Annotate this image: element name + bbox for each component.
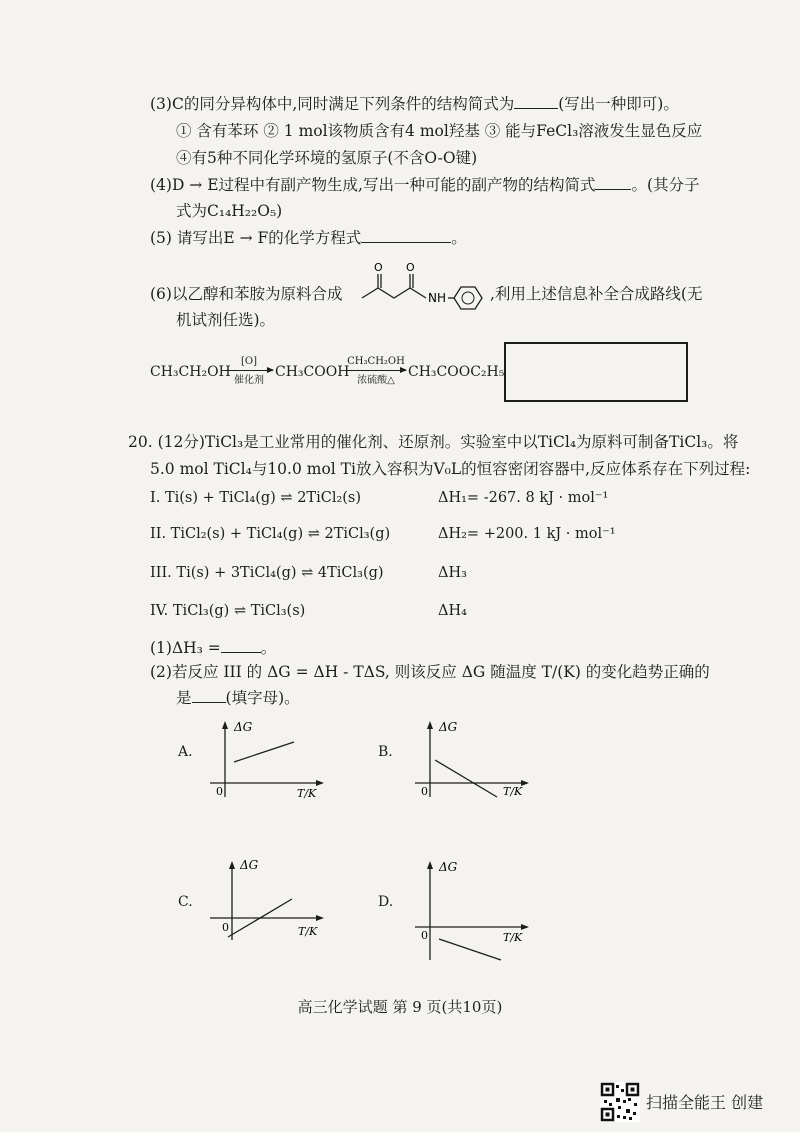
oxygen-label-1: O bbox=[374, 261, 383, 274]
origin-label: 0 bbox=[421, 929, 428, 942]
q20-part1-line bbox=[150, 638, 276, 658]
q20-part2-line2 bbox=[176, 688, 300, 708]
route-arrow-2 bbox=[346, 356, 406, 386]
q20-part1-tail: 。 bbox=[260, 639, 277, 657]
y-axis-arrowhead bbox=[427, 861, 433, 869]
q19-part5-text: (5) 请写出E → F的化学方程式 bbox=[150, 229, 362, 247]
x-axis-arrowhead bbox=[521, 924, 529, 930]
x-axis-arrowhead bbox=[316, 915, 324, 921]
route-ethyl-acetate: CH₃COOC₂H₅ bbox=[408, 364, 505, 380]
q20-stem-line2: 5.0 mol TiCl₄与10.0 mol Ti放入容积为V₀L的恒容密闭容器中,反应体系存在下列过程: bbox=[150, 460, 751, 478]
origin-label: 0 bbox=[222, 921, 229, 934]
x-axis-label: T/K bbox=[298, 925, 318, 938]
option-d-graph bbox=[405, 855, 535, 970]
route-arrow-2-reagent: CH₃CH₂OH bbox=[347, 356, 405, 367]
origin-label: 0 bbox=[421, 785, 428, 798]
arrow-line bbox=[346, 370, 406, 371]
y-axis-label: ΔG bbox=[439, 860, 458, 874]
reaction-1: I. Ti(s) + TiCl₄(g) ⇌ 2TiCl₂(s) bbox=[150, 490, 362, 506]
x-axis-label: T/K bbox=[297, 787, 317, 800]
q20-part1-text: (1)ΔH₃ = bbox=[150, 639, 221, 657]
y-axis-label: ΔG bbox=[234, 720, 253, 734]
q20-part2-prefix: 是 bbox=[176, 689, 192, 707]
reaction-3: III. Ti(s) + 3TiCl₄(g) ⇌ 4TiCl₃(g) bbox=[150, 565, 384, 581]
nh-label: NH bbox=[428, 291, 446, 305]
qr-code-icon bbox=[600, 1082, 640, 1122]
x-axis-label: T/K bbox=[503, 931, 523, 944]
q19-part3-conditions: ① 含有苯环 ② 1 mol该物质含有4 mol羟基 ③ 能与FeCl₃溶液发生显色反应 bbox=[176, 122, 703, 140]
route-arrow-2-condition: 浓硫酸△ bbox=[357, 375, 395, 386]
option-d-label[interactable]: D. bbox=[378, 894, 394, 910]
route-arrow-1-reagent: [O] bbox=[240, 356, 257, 367]
reaction-4: IV. TiCl₃(g) ⇌ TiCl₃(s) bbox=[150, 603, 306, 619]
q19-part4-line2: 式为C₁₄H₂₂O₅) bbox=[176, 202, 283, 220]
arrow-line bbox=[225, 370, 273, 371]
reaction-2-enthalpy: ΔH₂= +200. 1 kJ · mol⁻¹ bbox=[438, 526, 616, 542]
origin-label: 0 bbox=[216, 785, 223, 798]
route-arrow-1 bbox=[225, 356, 273, 386]
x-axis-arrowhead bbox=[316, 780, 324, 786]
q20-part2-line1: (2)若反应 III 的 ΔG = ΔH - TΔS, 则该反应 ΔG 随温度 T/(K) 的变化趋势正确的 bbox=[150, 663, 710, 681]
option-b-label[interactable]: B. bbox=[378, 744, 393, 760]
q19-part4-tail: 。(其分子 bbox=[631, 176, 700, 194]
q19-part4-line1 bbox=[150, 175, 700, 195]
route-answer-box[interactable] bbox=[504, 342, 688, 402]
q19-part3-intro: (3)C的同分异构体中,同时满足下列条件的结构简式为 bbox=[150, 95, 515, 113]
route-ethanol: CH₃CH₂OH bbox=[150, 364, 231, 380]
q19-part3-tail: (写出一种即可)。 bbox=[558, 95, 679, 113]
q19-part3-line bbox=[150, 94, 679, 114]
answer-blank[interactable] bbox=[514, 94, 558, 109]
q19-part3-condition4: ④有5种不同化学环境的氢原子(不含O-O键) bbox=[176, 149, 478, 167]
q20-stem-line1: 20. (12分)TiCl₃是工业常用的催化剂、还原剂。实验室中以TiCl₄为原料可制备TiCl₃。将 bbox=[128, 433, 739, 451]
q19-part6-line1a: (6)以乙醇和苯胺为原料合成 bbox=[150, 285, 343, 303]
answer-blank[interactable] bbox=[361, 228, 451, 243]
y-axis-arrowhead bbox=[222, 721, 228, 729]
delta-g-line bbox=[435, 760, 497, 797]
delta-g-line bbox=[439, 939, 501, 960]
x-axis-label: T/K bbox=[503, 785, 523, 798]
answer-blank[interactable] bbox=[221, 638, 261, 653]
benzene-ring bbox=[454, 287, 482, 309]
q20-part2-suffix: (填字母)。 bbox=[225, 689, 300, 707]
carbon-chain bbox=[362, 288, 426, 298]
aromatic-circle bbox=[462, 292, 474, 304]
scanner-brand-text: 扫描全能王 创建 bbox=[646, 1093, 764, 1112]
page-footer: 高三化学试题 第 9 页(共10页) bbox=[297, 998, 503, 1016]
q19-part5-line bbox=[150, 228, 467, 248]
delta-g-line bbox=[234, 742, 294, 762]
y-axis-arrowhead bbox=[427, 721, 433, 729]
y-axis-label: ΔG bbox=[240, 858, 259, 872]
option-b-graph bbox=[405, 715, 535, 810]
route-arrow-1-condition: 催化剂 bbox=[234, 375, 264, 386]
option-a-graph bbox=[200, 715, 330, 810]
reaction-3-enthalpy: ΔH₃ bbox=[438, 565, 467, 581]
target-molecule-structure bbox=[356, 260, 486, 310]
answer-blank[interactable] bbox=[192, 688, 226, 703]
q19-part4-text: (4)D → E过程中有副产物生成,写出一种可能的副产物的结构简式 bbox=[150, 176, 596, 194]
option-c-graph bbox=[200, 855, 330, 950]
q19-part6-line1b: ,利用上述信息补全合成路线(无 bbox=[490, 285, 703, 303]
reaction-4-enthalpy: ΔH₄ bbox=[438, 603, 467, 619]
reaction-2: II. TiCl₂(s) + TiCl₄(g) ⇌ 2TiCl₃(g) bbox=[150, 526, 391, 542]
route-acetic-acid: CH₃COOH bbox=[275, 364, 350, 380]
option-c-label[interactable]: C. bbox=[178, 894, 193, 910]
oxygen-label-2: O bbox=[406, 261, 415, 274]
reaction-1-enthalpy: ΔH₁= -267. 8 kJ · mol⁻¹ bbox=[438, 490, 609, 506]
y-axis-arrowhead bbox=[229, 861, 235, 869]
option-a-label[interactable]: A. bbox=[178, 744, 193, 760]
q19-part6-line2: 机试剂任选)。 bbox=[176, 311, 276, 329]
answer-blank[interactable] bbox=[595, 175, 631, 190]
y-axis-label: ΔG bbox=[439, 720, 458, 734]
q19-part5-tail: 。 bbox=[451, 229, 467, 247]
